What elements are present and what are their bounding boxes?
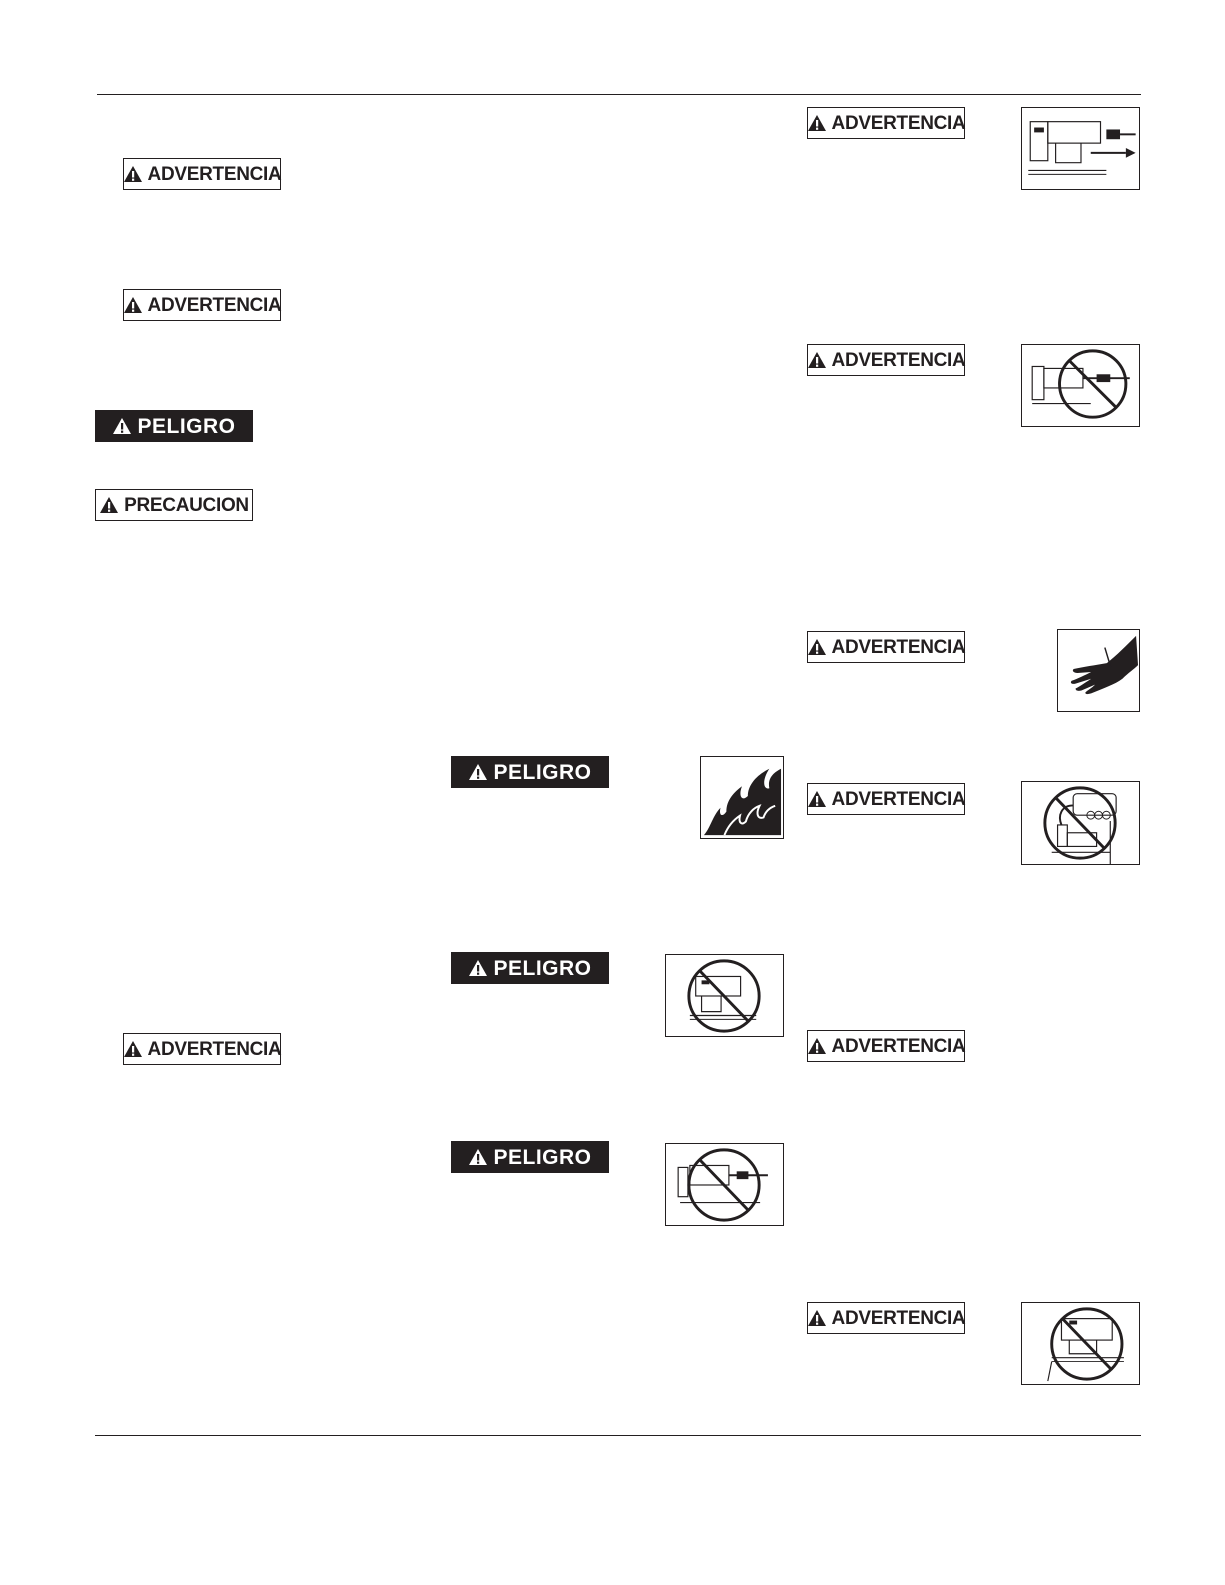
peligro-badge (451, 952, 609, 984)
advertencia-label: ADVERTENCIA (147, 1038, 282, 1060)
warning-triangle-icon (807, 790, 827, 808)
prohibited-compressor-icon (1022, 782, 1139, 864)
warning-triangle-icon (112, 417, 132, 435)
advertencia-badge (807, 631, 965, 663)
flames-pictogram (700, 756, 784, 839)
advertencia-label: ADVERTENCIA (831, 788, 966, 810)
advertencia-badge (807, 1030, 965, 1062)
advertencia-label: ADVERTENCIA (831, 112, 966, 134)
flames-icon (701, 757, 783, 838)
peligro-label: PELIGRO (137, 414, 236, 438)
peligro-badge (95, 410, 253, 442)
precaucion-badge (95, 489, 253, 521)
warning-triangle-icon (807, 351, 827, 369)
warning-triangle-icon (123, 1040, 143, 1058)
hand-injury-pictogram (1057, 629, 1140, 712)
no-tool-contact-pictogram (665, 954, 784, 1037)
warning-triangle-icon (807, 114, 827, 132)
warning-triangle-icon (807, 638, 827, 656)
advertencia-badge (807, 107, 965, 139)
no-connected-tool-pictogram (1021, 344, 1140, 427)
header-rule (97, 94, 1141, 95)
disconnect-air-pictogram (1021, 107, 1140, 190)
warning-triangle-icon (807, 1309, 827, 1327)
advertencia-badge (123, 1033, 281, 1065)
advertencia-label: ADVERTENCIA (831, 349, 966, 371)
peligro-label: PELIGRO (493, 1145, 592, 1169)
no-air-source-pictogram (665, 1143, 784, 1226)
advertencia-label: ADVERTENCIA (831, 1307, 966, 1329)
advertencia-label: ADVERTENCIA (831, 1035, 966, 1057)
advertencia-label: ADVERTENCIA (147, 294, 282, 316)
warning-triangle-icon (99, 496, 119, 514)
disconnect-tool-icon (1022, 108, 1139, 189)
warning-triangle-icon (123, 165, 143, 183)
prohibited-tool-icon (666, 955, 783, 1036)
warning-triangle-icon (468, 763, 488, 781)
no-compressor-pictogram (1021, 781, 1140, 865)
warning-triangle-icon (123, 296, 143, 314)
advertencia-label: ADVERTENCIA (147, 163, 282, 185)
no-tool-on-edge-pictogram (1021, 1302, 1140, 1385)
prohibited-connected-icon (1022, 345, 1139, 426)
precaucion-label: PRECAUCION (124, 494, 249, 516)
advertencia-badge (123, 158, 281, 190)
footer-rule (95, 1435, 1141, 1436)
peligro-label: PELIGRO (493, 760, 592, 784)
warning-triangle-icon (807, 1037, 827, 1055)
advertencia-badge (807, 344, 965, 376)
hand-icon (1058, 630, 1139, 711)
prohibited-edge-icon (1022, 1303, 1139, 1384)
peligro-badge (451, 756, 609, 788)
peligro-label: PELIGRO (493, 956, 592, 980)
advertencia-badge (807, 1302, 965, 1334)
warning-triangle-icon (468, 1148, 488, 1166)
warning-triangle-icon (468, 959, 488, 977)
peligro-badge (451, 1141, 609, 1173)
advertencia-badge (123, 289, 281, 321)
advertencia-label: ADVERTENCIA (831, 636, 966, 658)
prohibited-air-icon (666, 1144, 783, 1225)
advertencia-badge (807, 783, 965, 815)
